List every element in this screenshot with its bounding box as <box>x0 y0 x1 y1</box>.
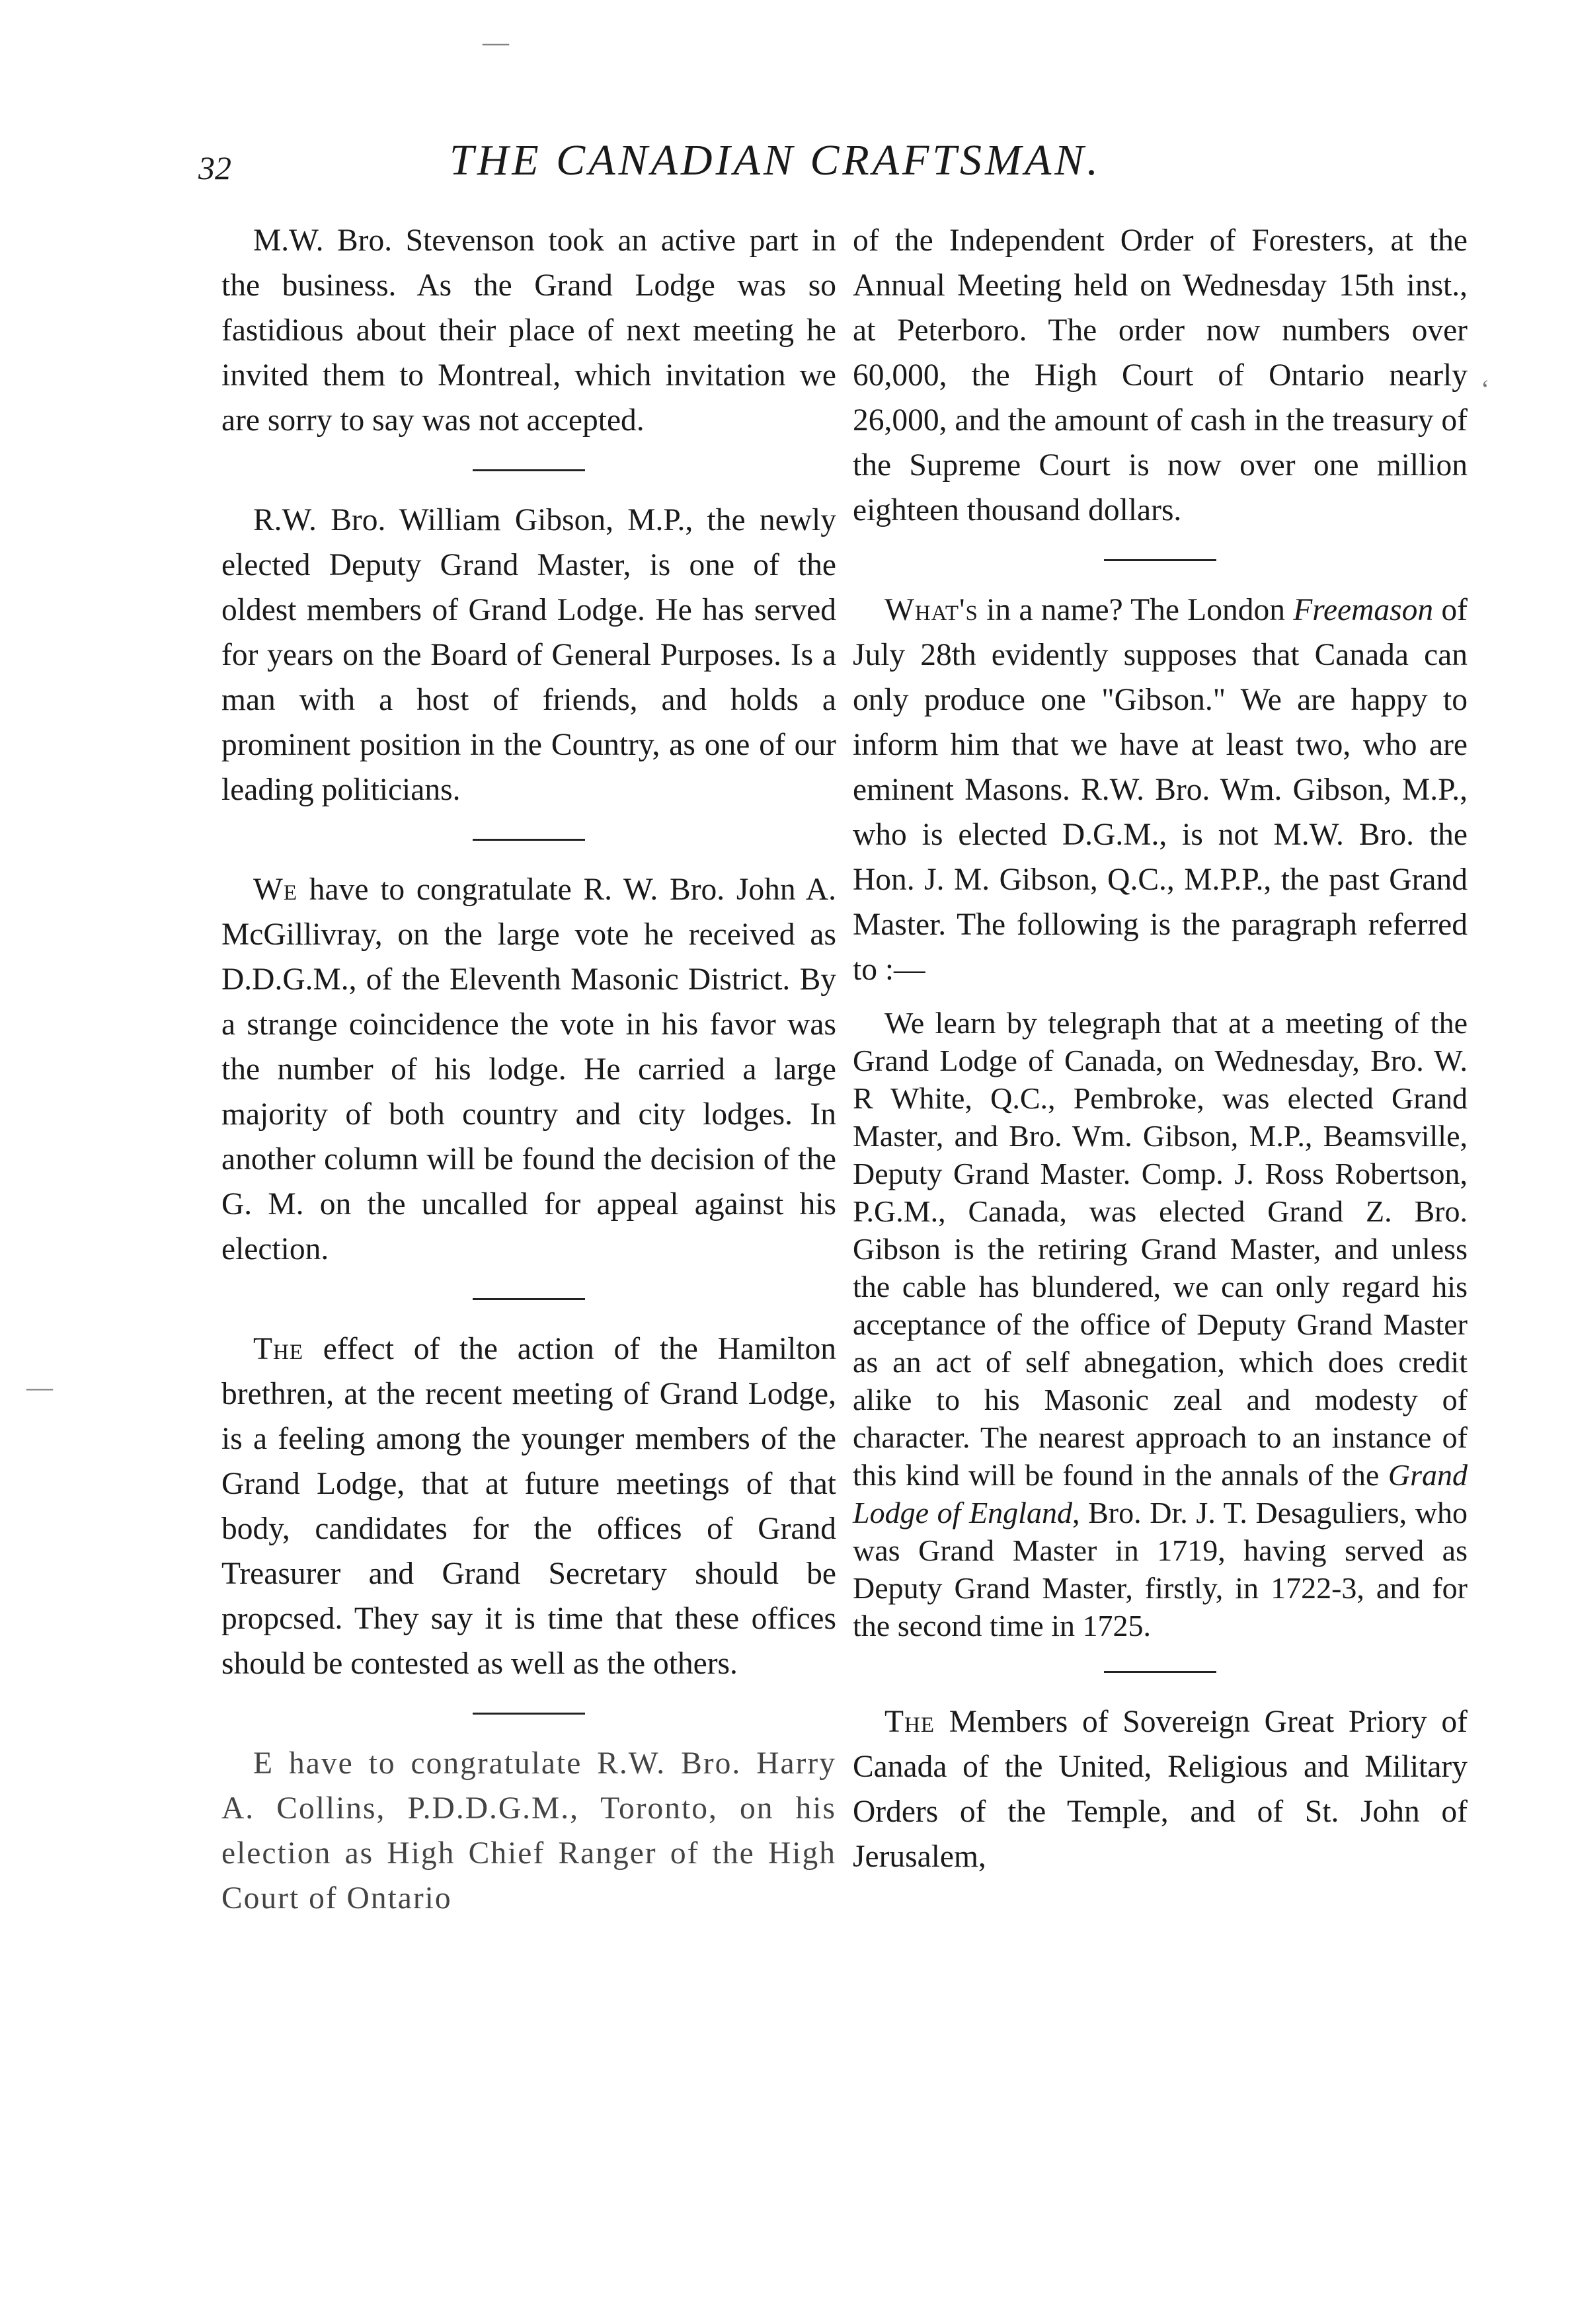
quoted-paragraph <box>853 1004 1468 1645</box>
paragraph-text: have to congratulate R. W. Bro. John A. McGillivray, on the large vote he received as D.D.G.M., of the Eleventh Masonic District. By a strange coincidence the vote in his favor was the number of his lodge. He carried a large majority of both country and city lodges. In another column will be found the decision of the G. M. on the uncalled for appeal against his election. <box>221 872 836 1266</box>
section-divider <box>473 1713 585 1715</box>
paragraph-collins: E have to congratulate R.W. Bro. Harry A. Collins, P.D.D.G.M., Toronto, on his election as High Chief Ranger of the High Court of Ontario <box>221 1746 836 1916</box>
section-divider <box>473 839 585 841</box>
margin-speck: ‘ <box>1481 374 1490 404</box>
paragraph-gibson: R.W. Bro. William Gibson, M.P., the newly elected Deputy Grand Master, is one of the oldest members of Grand Lodge. He has served for years on the Board of General Purposes. Is a man with a host of friends, and holds a prominent position in the Country, as one of our leading politicians. <box>221 503 836 807</box>
margin-speck: — <box>26 1372 53 1402</box>
section-divider <box>473 469 585 471</box>
page-number: 32 <box>198 149 231 186</box>
running-title: THE CANADIAN CRAFTSMAN. <box>450 136 1101 184</box>
page-header <box>0 136 1570 202</box>
paragraph-text: Members of Sovereign Great Priory of Canada of the United, Religious and Military Orders of the Temple, and of St. John of Jerusalem, <box>853 1705 1468 1874</box>
paragraph-mcgillivray <box>221 867 836 1272</box>
lead-word: The <box>253 1332 304 1366</box>
quote-italic: Grand Lodge of England <box>853 1458 1468 1530</box>
section-divider <box>1104 1671 1216 1673</box>
lead-word: The <box>884 1705 935 1739</box>
section-divider <box>1104 559 1216 561</box>
quote-text: We learn by telegraph that at a meeting of the Grand Lodge of Canada, on Wednesday, Bro. W. R White, Q.C., Pembroke, was elected Grand Master, and Bro. Wm. Gibson, M.P., Beamsville, Deputy Grand Master. Comp. J. Ross Robertson, P.G.M., Canada, was elected Grand Z. Bro. Gibson is the retiring Grand Master, and unless the cable has blundered, we can only regard his acceptance of the office of Deputy Grand Master as an act of self abnegation, which does credit alike to his Masonic zeal and modesty of character. The nearest approach to an instance of this kind will be found in the annals of the <box>853 1006 1468 1492</box>
quote-text: , Bro. Dr. J. T. Desaguliers, who was Grand Master in 1719, having served as Deputy Grand Master, firstly, in 1722-3, and for the second time in 1725. <box>853 1496 1468 1643</box>
lead-word: We <box>253 872 297 907</box>
section-divider <box>473 1298 585 1300</box>
paragraph-foresters: of the Independent Order of Foresters, at the Annual Meeting held on Wednesday 15th inst., at Peterboro. The order now numbers over 60,000, the High Court of Ontario nearly 26,000, and the amount of cash in the treasury of the Supreme Court is now over one million eighteen thousand dollars. <box>853 223 1468 527</box>
paragraph-text: in a name? The London <box>978 593 1294 627</box>
lead-word: What's <box>884 593 978 627</box>
paragraph-great-priory <box>853 1699 1468 1879</box>
publication-name: Freemason <box>1293 593 1434 627</box>
margin-speck: — <box>483 27 509 57</box>
right-column <box>853 218 1468 1879</box>
paragraph-stevenson: M.W. Bro. Stevenson took an active part in the business. As the Grand Lodge was so fastidious about their place of next meeting he invited them to Montreal, which invitation we are sorry to say was not accepted. <box>221 223 836 438</box>
paragraph-text: of July 28th evidently supposes that Canada can only produce one "Gibson." We are happy to inform him that we have at least two, who are eminent Masons. R.W. Bro. Wm. Gibson, M.P., who is elected D.G.M., is not M.W. Bro. the Hon. J. M. Gibson, Q.C., M.P.P., the past Grand Master. The following is the paragraph referred to :— <box>853 593 1468 987</box>
left-column <box>221 218 836 1921</box>
paragraph-whats-in-a-name <box>853 588 1468 992</box>
paragraph-hamilton <box>221 1327 836 1686</box>
paragraph-text: effect of the action of the Hamilton brethren, at the recent meeting of Grand Lodge, is a feeling among the younger members of the Grand Lodge, that at future meetings of that body, candidates for the offices of Grand Treasurer and Grand Secretary should be propcsed. They say it is time that these offices should be contested as well as the others. <box>221 1332 836 1681</box>
